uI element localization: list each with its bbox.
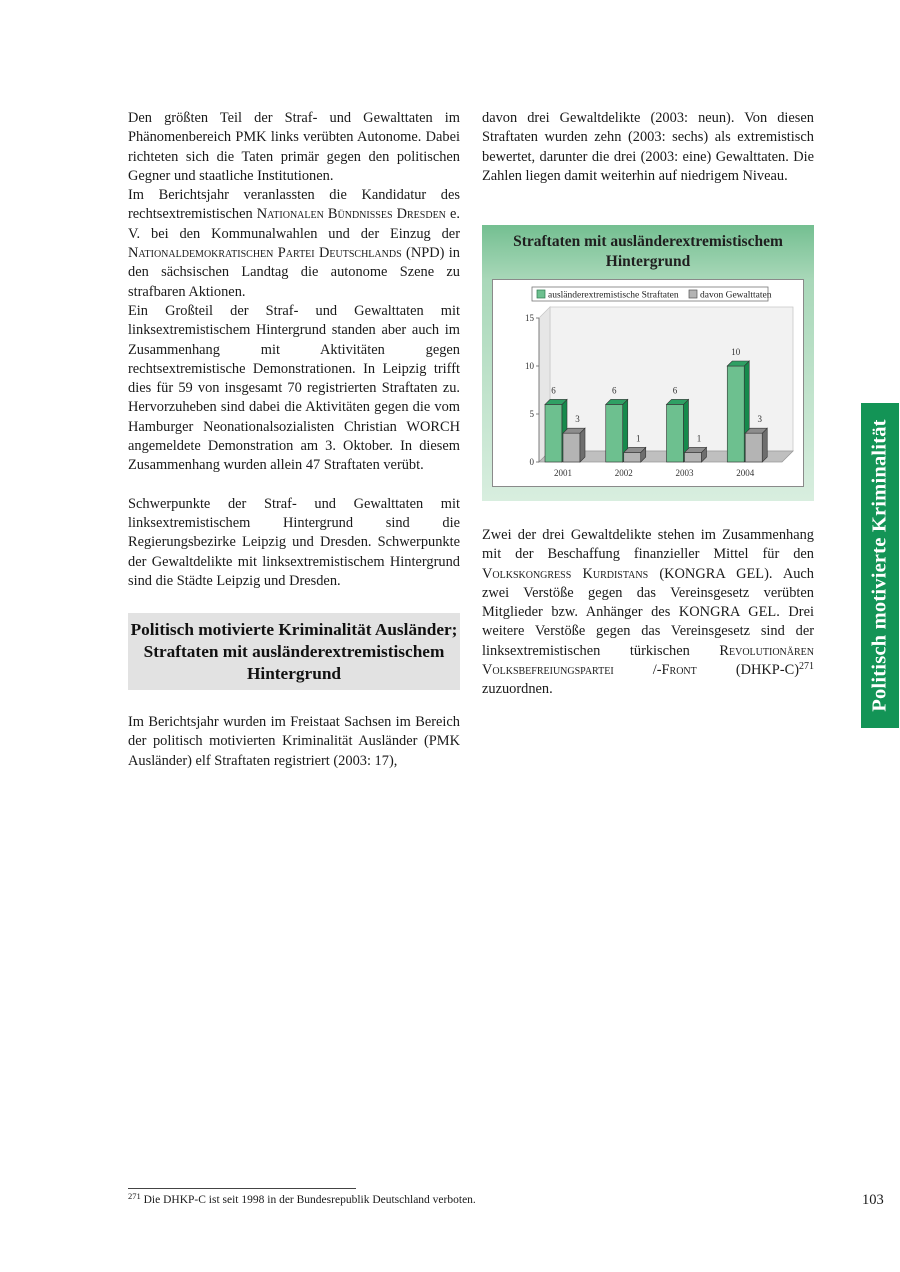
left-column-continued xyxy=(128,713,460,771)
bar xyxy=(667,404,684,462)
text-segment: (NPD) in den sächsischen Landtag die autonome Szene zu strafbaren Aktionen. xyxy=(128,245,460,300)
paragraph-pmk-auslaender: Im Berichtsjahr wurden im Freistaat Sachsen im Bereich der politisch motivierten Kriminalität Ausländer (PMK Ausländer) elf Straftaten registriert (2003: 17), xyxy=(128,714,460,769)
data-label: 3 xyxy=(575,414,580,425)
legend-label-2: davon Gewalttaten xyxy=(700,290,772,301)
bar xyxy=(685,452,702,462)
text-segment: e. V. bei den Kommunalwahlen und der Einzug der xyxy=(128,206,461,242)
text-segment: Zwei der drei Gewaltdelikte stehen im Zusammenhang mit der Beschaffung finanzieller Mittel für den xyxy=(482,527,814,563)
chapter-side-tab-label: Politisch motivierte Kriminalität xyxy=(868,419,891,712)
chart-box xyxy=(482,225,814,501)
page-number: 103 xyxy=(862,1192,884,1208)
right-column-continued xyxy=(482,526,814,700)
data-label: 6 xyxy=(672,385,678,396)
footnote xyxy=(128,1193,476,1208)
paragraph-kandidatur xyxy=(128,186,460,302)
paragraph-pmk-links-autonome: Den größten Teil der Straf- und Gewalttaten im Phänomenbereich PMK links verübten Autonome. Dabei richteten sich die Taten primär gegen den politischen Gegner und staatliche Institutionen. xyxy=(128,110,460,184)
x-tick-label: 2001 xyxy=(554,468,572,478)
data-label: 3 xyxy=(757,414,762,425)
org-name-npd: Nationaldemokratischen Partei Deutschlands xyxy=(128,245,402,262)
x-tick-label: 2004 xyxy=(736,468,755,478)
bar xyxy=(606,404,623,462)
y-tick-label: 10 xyxy=(525,361,534,371)
bar xyxy=(545,404,562,462)
data-label: 10 xyxy=(731,347,741,357)
text-segment: zuzuordnen. xyxy=(482,681,553,698)
y-tick-label: 5 xyxy=(529,409,534,419)
y-tick-label: 15 xyxy=(525,313,534,323)
text-segment: (KONGRA GEL). Auch zwei Verstöße gegen das Vereinsgesetz verübten Mitglieder bzw. Anhänger des KONGRA GEL. Drei weitere Verstöße gegen das Vereinsgesetz sind der linksextremistischen türkischen xyxy=(482,565,815,659)
legend-swatch-1 xyxy=(537,290,545,298)
text-segment: Im Berichtsjahr veranlassten die Kandidatur des rechtsextremistischen xyxy=(128,187,460,223)
section-heading: Politisch motivierte Kriminalität Ausländer; Straftaten mit ausländerextremistischem Hintergrund xyxy=(130,619,458,683)
paragraph-schwerpunkte: Schwerpunkte der Straf- und Gewalttaten mit linksextremistischem Hintergrund sind die Regierungsbezirke Leipzig und Dresden. Schwerpunkte der Gewaltdelikte mit linksextremistischem Hintergrund sind die Städte Leipzig und Dresden. xyxy=(128,495,460,589)
chapter-side-tab xyxy=(861,403,899,728)
chart-title: Straftaten mit ausländerextremistischem Hintergrund xyxy=(513,233,783,270)
x-tick-label: 2002 xyxy=(614,468,633,478)
bar-chart xyxy=(492,279,804,487)
legend-swatch-2 xyxy=(689,290,697,298)
right-column xyxy=(482,109,814,186)
section-heading-box xyxy=(128,613,460,690)
org-name-volkskongress: Volkskongress Kurdistans xyxy=(482,565,649,582)
footnote-divider xyxy=(128,1188,356,1189)
footnote-marker: 271 xyxy=(799,661,814,673)
org-name-dhkp-c: Revolutionären Volksbefreiungspartei /-Front xyxy=(482,642,814,679)
bar xyxy=(563,433,580,462)
chart-legend xyxy=(532,287,772,301)
bar-side xyxy=(580,428,585,462)
footnote-text: Die DHKP-C ist seit 1998 in der Bundesrepublik Deutschland verboten. xyxy=(143,1194,476,1206)
data-label: 1 xyxy=(696,433,702,444)
footnote-number: 271 xyxy=(128,1191,141,1201)
data-label: 6 xyxy=(612,385,617,396)
y-tick-label: 0 xyxy=(529,457,534,467)
bar xyxy=(624,452,641,462)
legend-label-1: ausländerextremistische Straftaten xyxy=(548,290,679,301)
paragraph-demonstrationen: Ein Großteil der Straf- und Gewalttaten mit linksextremistischem Hintergrund standen aber auch im Zusammenhang mit Aktivitäten gegen rechtsextremistische Demonstrationen. In Leipzig trifft dies für 59 von insgesamt 70 registrierten Straftaten zu. Hervorzuheben sind dabei die Aktivitäten gegen die vom Hamburger Neonationalsozialisten Christian WORCH angemeldete Demonstration am 3. Oktober. In diesem Zusammenhang wurden allein 47 Straftaten verübt. xyxy=(128,302,460,474)
bar xyxy=(727,366,744,462)
paragraph-kongra-gel xyxy=(482,526,814,700)
bar-side xyxy=(762,428,767,462)
data-label: 6 xyxy=(551,385,556,396)
plot-area xyxy=(525,307,793,478)
left-column xyxy=(128,109,460,591)
text-segment: (DHKP-C) xyxy=(696,662,799,679)
org-name-nbd: Nationalen Bündnisses Dresden xyxy=(256,206,446,223)
data-label: 1 xyxy=(636,433,641,444)
paragraph-gewaltdelikte: davon drei Gewaltdelikte (2003: neun). Von diesen Straftaten wurden zehn (2003: sechs) als extremistisch bewertet, darunter die drei (2003: eine) Gewalttaten. Die Zahlen liegen damit weiterhin auf niedrigem Niveau. xyxy=(482,110,814,184)
x-tick-label: 2003 xyxy=(675,468,694,478)
bar xyxy=(745,433,762,462)
